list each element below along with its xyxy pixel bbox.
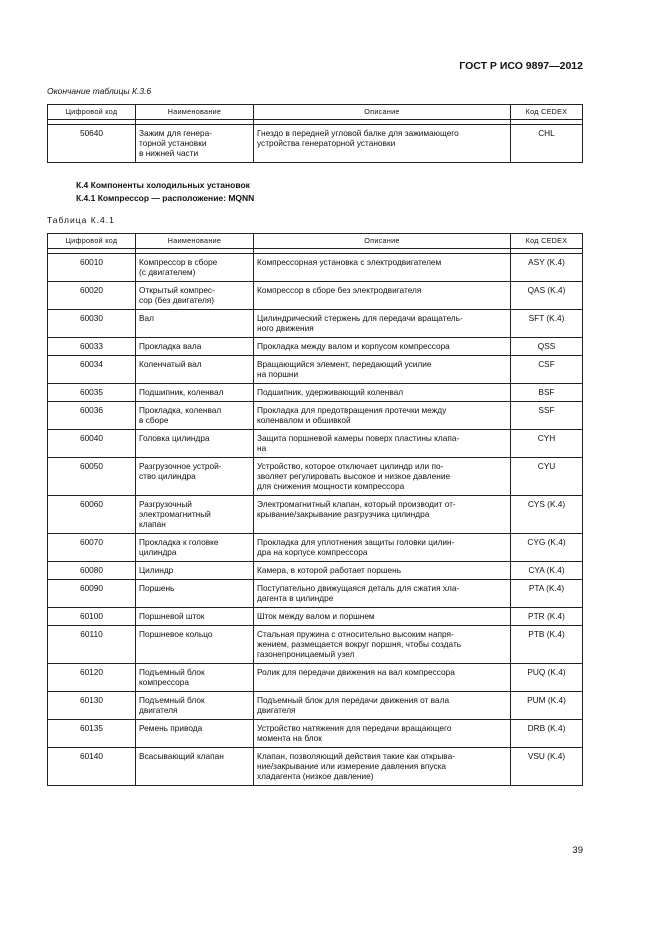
cell-cedex: DRB (K.4) — [511, 720, 583, 748]
col-header-code: Цифровой код — [48, 234, 136, 249]
cell-name: Всасывающий клапан — [136, 748, 254, 786]
table-row — [48, 580, 583, 608]
cell-name: Зажим для генера- торной установки в нижней части — [136, 125, 254, 163]
cell-cedex: CHL — [511, 125, 583, 163]
cell-description: Прокладка для предотвращения протечки между коленвалом и обшивкой — [254, 402, 511, 430]
cell-description: Подъемный блок для передачи движения от вала двигателя — [254, 692, 511, 720]
table-row — [48, 338, 583, 356]
table-row — [48, 748, 583, 786]
cell-cedex: ASY (K.4) — [511, 254, 583, 282]
cell-name: Прокладка вала — [136, 338, 254, 356]
cell-description: Вращающийся элемент, передающий усилие на поршни — [254, 356, 511, 384]
cell-name: Ремень привода — [136, 720, 254, 748]
cell-name: Цилиндр — [136, 562, 254, 580]
table-row — [48, 125, 583, 163]
cell-name: Подшипник, коленвал — [136, 384, 254, 402]
cell-cedex: QSS — [511, 338, 583, 356]
table-row — [48, 458, 583, 496]
table-row — [48, 310, 583, 338]
cell-description: Поступательно движущаяся деталь для сжатия хла- дагента в цилиндре — [254, 580, 511, 608]
col-header-name: Наименование — [136, 234, 254, 249]
table-row — [48, 430, 583, 458]
cell-cedex: PTR (K.4) — [511, 608, 583, 626]
table-row — [48, 384, 583, 402]
cell-name: Поршень — [136, 580, 254, 608]
col-header-code: Цифровой код — [48, 105, 136, 120]
table2-caption: Таблица К.4.1 — [47, 215, 115, 225]
cell-cedex: VSU (K.4) — [511, 748, 583, 786]
table-header-row — [48, 105, 583, 120]
cell-cedex: SFT (K.4) — [511, 310, 583, 338]
table1-caption: Окончание таблицы К.3.6 — [47, 86, 152, 96]
col-header-name: Наименование — [136, 105, 254, 120]
cell-code: 60030 — [48, 310, 136, 338]
col-header-desc: Описание — [254, 105, 511, 120]
cell-name: Головка цилиндра — [136, 430, 254, 458]
cell-cedex: BSF — [511, 384, 583, 402]
cell-cedex: CYU — [511, 458, 583, 496]
cell-cedex: PUM (K.4) — [511, 692, 583, 720]
cell-cedex: CYH — [511, 430, 583, 458]
table-row — [48, 720, 583, 748]
cell-description: Ролик для передачи движения на вал компрессора — [254, 664, 511, 692]
table-row — [48, 356, 583, 384]
col-header-cedex: Код CEDEX — [511, 105, 583, 120]
table2-body — [48, 249, 583, 786]
col-header-cedex: Код CEDEX — [511, 234, 583, 249]
section-subtitle: К.4.1 Компрессор — расположение: MQNN — [76, 193, 255, 203]
cell-name: Разгрузочное устрой- ство цилиндра — [136, 458, 254, 496]
cell-code: 60110 — [48, 626, 136, 664]
cell-name: Разгрузочный электромагнитный клапан — [136, 496, 254, 534]
cell-code: 60070 — [48, 534, 136, 562]
cell-code: 60100 — [48, 608, 136, 626]
cell-code: 60050 — [48, 458, 136, 496]
cell-code: 60140 — [48, 748, 136, 786]
cell-code: 60040 — [48, 430, 136, 458]
cell-description: Электромагнитный клапан, который производит от- крывание/закрывание разгрузчика цилиндра — [254, 496, 511, 534]
cell-name: Открытый компрес- сор (без двигателя) — [136, 282, 254, 310]
cell-name: Прокладка, коленвал в сборе — [136, 402, 254, 430]
cell-cedex: SSF — [511, 402, 583, 430]
cell-cedex: PUQ (K.4) — [511, 664, 583, 692]
table-row — [48, 254, 583, 282]
cell-description: Стальная пружина с относительно высоким напря- жением, размещается вокруг поршня, чтобы создать газонепроницаемый узел — [254, 626, 511, 664]
cell-cedex: CYA (K.4) — [511, 562, 583, 580]
table-row — [48, 626, 583, 664]
cell-name: Компрессор в сборе (с двигателем) — [136, 254, 254, 282]
table-row — [48, 402, 583, 430]
table-row — [48, 692, 583, 720]
cell-code: 60090 — [48, 580, 136, 608]
cell-description: Клапан, позволяющий действия такие как открыва- ние/закрывание или измерение давления впуска хладагента (низкое давление) — [254, 748, 511, 786]
cell-cedex: CSF — [511, 356, 583, 384]
cell-name: Поршневой шток — [136, 608, 254, 626]
cell-name: Прокладка к головке цилиндра — [136, 534, 254, 562]
table-row — [48, 664, 583, 692]
cell-code: 60035 — [48, 384, 136, 402]
cell-code: 60010 — [48, 254, 136, 282]
cell-description: Цилиндрический стержень для передачи вращатель- ного движения — [254, 310, 511, 338]
cell-description: Компрессор в сборе без электродвигателя — [254, 282, 511, 310]
table-k-4-1 — [47, 233, 583, 786]
cell-description: Устройство, которое отключает цилиндр или по- зволяет регулировать высокое и низкое давление для снижения мощности компрессора — [254, 458, 511, 496]
cell-code: 50640 — [48, 125, 136, 163]
cell-code: 60135 — [48, 720, 136, 748]
cell-code: 60034 — [48, 356, 136, 384]
page-number: 39 — [572, 845, 583, 856]
cell-cedex: CYS (K.4) — [511, 496, 583, 534]
cell-description: Прокладка для уплотнения защиты головки цилин- дра на корпусе компрессора — [254, 534, 511, 562]
cell-cedex: CYG (K.4) — [511, 534, 583, 562]
cell-code: 60020 — [48, 282, 136, 310]
cell-description: Гнездо в передней угловой балке для зажимающего устройства генераторной установки — [254, 125, 511, 163]
cell-cedex: QAS (K.4) — [511, 282, 583, 310]
table-row — [48, 496, 583, 534]
document-header: ГОСТ Р ИСО 9897—2012 — [459, 60, 583, 72]
cell-cedex: PTB (K.4) — [511, 626, 583, 664]
cell-name: Подъемный блок двигателя — [136, 692, 254, 720]
cell-code: 60033 — [48, 338, 136, 356]
table-row — [48, 282, 583, 310]
cell-code: 60130 — [48, 692, 136, 720]
table-k-3-6-end — [47, 104, 583, 163]
table-row — [48, 608, 583, 626]
table1-body — [48, 120, 583, 163]
cell-description: Компрессорная установка с электродвигателем — [254, 254, 511, 282]
cell-code: 60060 — [48, 496, 136, 534]
col-header-desc: Описание — [254, 234, 511, 249]
cell-name: Вал — [136, 310, 254, 338]
cell-description: Защита поршневой камеры поверх пластины клапа- на — [254, 430, 511, 458]
section-title: К.4 Компоненты холодильных установок — [76, 180, 250, 190]
cell-description: Прокладка между валом и корпусом компрессора — [254, 338, 511, 356]
cell-description: Подшипник, удерживающий коленвал — [254, 384, 511, 402]
cell-description: Камера, в которой работает поршень — [254, 562, 511, 580]
cell-description: Шток между валом и поршнем — [254, 608, 511, 626]
cell-code: 60120 — [48, 664, 136, 692]
table-row — [48, 534, 583, 562]
cell-name: Коленчатый вал — [136, 356, 254, 384]
cell-name: Поршневое кольцо — [136, 626, 254, 664]
cell-description: Устройство натяжения для передачи вращающего момента на блок — [254, 720, 511, 748]
cell-code: 60036 — [48, 402, 136, 430]
cell-cedex: PTA (K.4) — [511, 580, 583, 608]
table-row — [48, 562, 583, 580]
cell-name: Подъемный блок компрессора — [136, 664, 254, 692]
cell-code: 60080 — [48, 562, 136, 580]
table-header-row — [48, 234, 583, 249]
